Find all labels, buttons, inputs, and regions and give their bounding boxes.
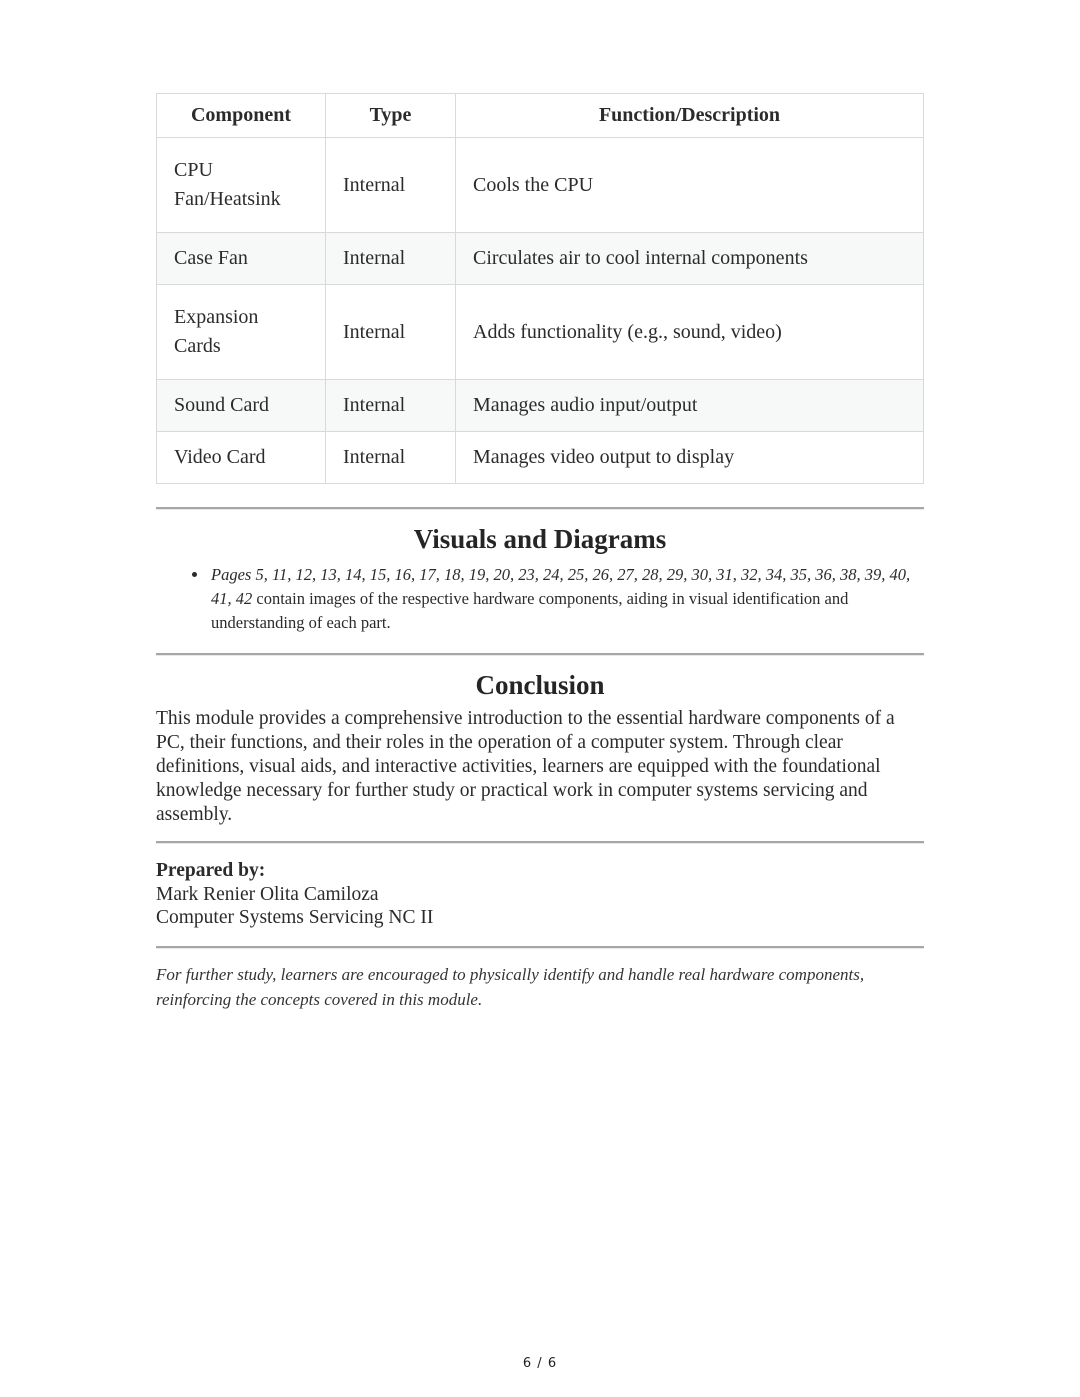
cell-description: Manages audio input/output [456,380,924,432]
table-row [157,432,924,484]
further-study-note: For further study, learners are encouraged to physically identify and handle real hardware components, reinforcing the concepts covered in this module. [156,965,865,1009]
cell-type: Internal [326,285,456,380]
section-divider [156,653,924,656]
cell-description: Adds functionality (e.g., sound, video) [456,285,924,380]
page-number: 6 / 6 [522,1356,558,1371]
column-header-function: Function/Description [456,94,924,138]
visuals-bullet-item [209,563,924,635]
cell-type: Internal [326,233,456,285]
cell-description: Cools the CPU [456,138,924,233]
cell-description: Circulates air to cool internal components [456,233,924,285]
cell-type: Internal [326,138,456,233]
visuals-bullet-list [156,563,924,635]
section-divider [156,946,924,949]
prepared-by-block [156,859,924,930]
table-row [157,233,924,285]
cell-description: Manages video output to display [456,432,924,484]
column-header-component: Component [157,94,326,138]
table-header-row [157,94,924,138]
table-row [157,380,924,432]
conclusion-heading: Conclusion [475,669,605,700]
cell-component: CPU Fan/Heatsink [157,138,326,233]
author-credential: Computer Systems Servicing NC II [156,907,434,929]
document-page [156,93,924,1012]
cell-type: Internal [326,380,456,432]
conclusion-paragraph: This module provides a comprehensive introduction to the essential hardware components of a PC, their functions, and their roles in the operation of a computer system. Through clear definitions, visual aids, and interactive activities, learners are equipped with the foundational knowledge necessary for further study or practical work in computer systems servicing and assembly. [156,707,895,825]
cell-component: Video Card [157,432,326,484]
visuals-heading: Visuals and Diagrams [413,524,667,554]
cell-component: Expansion Cards [157,285,326,380]
table-row [157,138,924,233]
cell-component: Case Fan [157,233,326,285]
cell-type: Internal [326,432,456,484]
table-row [157,285,924,380]
bullet-body-text: contain images of the respective hardware components, aiding in visual identification and understanding of each part. [211,588,849,632]
section-divider [156,507,924,510]
prepared-by-label: Prepared by: [156,859,266,881]
section-divider [156,841,924,844]
hardware-components-table [156,93,924,484]
cell-component: Sound Card [157,380,326,432]
column-header-type: Type [326,94,456,138]
pages-list-text: Pages 5, 11, 12, 13, 14, 15, 16, 17, 18, 19, 20, 23, 24, 25, 26, 27, 28, 29, 30, 31, 32, 34, 35, 36, 38, 39, 40, 41, 42 [211,565,911,608]
author-name: Mark Renier Olita Camiloza [156,883,379,905]
